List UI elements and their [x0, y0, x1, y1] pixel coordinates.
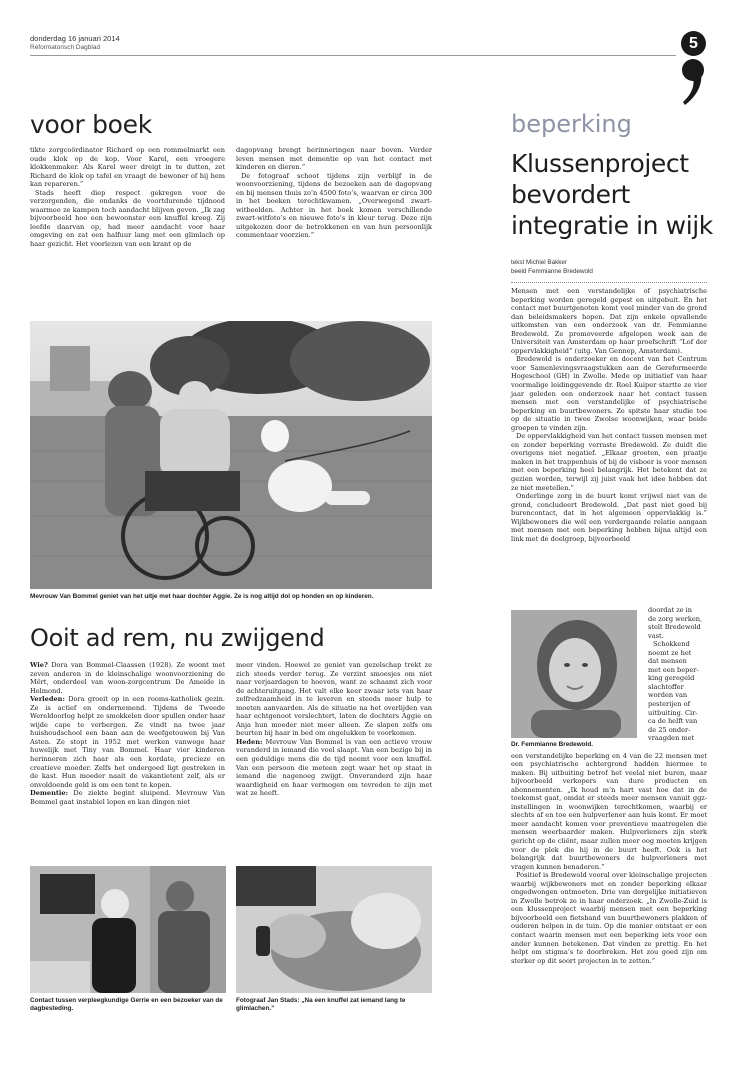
right-para-2: Bredewold is onderzoeker en docent van het Centrum voor Samenlevingsvraagstukken aan de Gereformeerde Hogeschool (GH) in Zwolle. Mede op initiatief van haar voormalige leidinggevende dr. Roel Kuiper startte ze vier jaar geleden een onderzoek naar het contact tussen mensen met een verstandelijke of psychiatrische beperking en buurtbewoners. Ze spitste haar studie toe op de situatie in twee Zwolse woonwijken, waar beide groepen te vinden zijn. [511, 355, 707, 432]
right-headline [511, 148, 721, 241]
narrow-line-11: worden van [648, 691, 688, 700]
right-para-5: een verstandelijke beperking en 4 van de 22 mensen met een psychiatrische achtergrond hadden hiermee te maken. Bij uitbuiting betrof het veelal niet buren, maar bijvoorbeeld verkopers van dure producten en abonnementen. „Ik houd m’n hart vast hoe dat in de toekomst gaat, omdat er steeds meer mensen vanuit ggz-instellingen in woonwijken terechtkomen, waarbij er slechts af en toe een hulpverlener aan huis komt. Er moet meer aandacht komen voor preventieve maatregelen die mensen weerbaarder maken. Hulpverleners zijn sterk gericht op de cliënt, maar zullen meer oog moeten krijgen voor de plek die hij in de buurt heeft. Ook is het belangrijk dat buurtbewoners de hulpverleners met vragen kunnen benaderen.” [511, 751, 707, 871]
page-number-badge [681, 31, 706, 56]
header-publication: Reformatorisch Dagblad [30, 44, 101, 51]
second-story-col2 [236, 661, 432, 798]
left-col1-para-1: tikte zorgcoördinator Richard op een rommelmarkt een oude klok op de kop. Voor Karel, een vroegere klokkenmaker. Als Karel weer dreigt in te dutten, zet Richard de klok op tafel en vraagt de bewoner of hij hem kan repareren.” [30, 146, 225, 189]
byline-text: tekst Michiel Bakker [511, 259, 567, 266]
left-story-col2 [236, 146, 432, 240]
right-kicker: beperking [511, 110, 632, 138]
text-verleden: Dora groeit op in een rooms-katholiek gezin. Ze is actief en ondernemend. Tijdens de Tweede Wereldoorlog helpt ze smokkelen door spullen onder haar wijde cape te verbergen. Ze vindt na twee jaar huishoudschool een baan aan de weefgetouwen bij Van Asten. Ze stopt in 1952 met werken vanwege haar huwelijk met Tiny van Bommel. Haar vier kinderen herinneren zich haar als een kordate, precieze en creatieve moeder. Zelfs het ondergoed ligt gestreken in de kast. Hun moeder naait de vakantietent zelf, als er onvoldoende geld is om een tent te kopen. [30, 695, 225, 789]
second-col1-para-1 [30, 661, 225, 695]
narrow-line-14: ca de helft van [648, 717, 698, 726]
portrait-photo [511, 610, 637, 738]
portrait-caption: Dr. Femmianne Bredewold. [511, 741, 594, 748]
right-headline-line-1: Klussenproject [511, 149, 689, 178]
narrow-line-6: noemt ze het [648, 648, 692, 657]
right-headline-line-3: integratie in wijk [511, 211, 713, 240]
label-verleden: Verleden: [30, 695, 65, 704]
narrow-line-12: pesterijen of [648, 700, 691, 709]
left-col2-para-2: De fotograaf schoot tijdens zijn verblijf in de woonvoorziening, tijdens de bezoeken aan de dagopvang en bij mensen thuis zo’n 4500 foto’s, waarvan er circa 300 in het boeken terechtkwamen. „Overwegend zwart-witbeelden. Achter in het boek komen verschillende zwart-witfoto’s en nieuwe foto’s in kleur terug. Deze zijn uitgekozen door de betrokkenen en van hun persoonlijk commentaar voorzien.” [236, 171, 433, 240]
bottom-photo-left [30, 866, 226, 993]
byline-photo: beeld Femmianne Bredewold [511, 268, 593, 275]
second-col1-para-2 [30, 695, 225, 789]
left-col1-para-2: Stads heeft diep respect gekregen voor de verzorgenden, die ondanks de voortdurende tijdnood waarmee ze kampen toch aandacht blijven geven. „Ik zag bijvoorbeeld hoe een bewoonster een knuffel kreeg. Zij leefde daarvan op, had meer aandacht voor haar omgeving en zat een halfuur lang met een glimlach op haar gezicht. Het voorlezen van een krant op de [30, 188, 225, 249]
narrow-line-10: slachtoffer [648, 682, 684, 691]
label-heden: Heden: [236, 737, 263, 746]
narrow-line-8: met een beper- [648, 665, 699, 674]
label-dementie: Dementie: [30, 789, 69, 798]
narrow-line-3: stelt Bredewold [648, 623, 701, 632]
main-photo-caption: Mevrouw Van Bommel geniet van het uitje met haar dochter Aggie. Ze is nog altijd dol op honden en op kinderen. [30, 593, 374, 600]
text-vervolg: meer vinden. Hoewel ze geniet van gezelschap trekt ze zich steeds verder terug. Ze verzint smoesjes om niet naar verjaardagen te hoeven, want ze schaamt zich voor de achteruitgang. Het valt elke keer zwaar iets van haar zelfredzaamheid in te leveren en steeds meer hulp te moeten aanvaarden. Als de situatie na het overlijden van haar echtgenoot verslechtert, laten de dochters Aggie en Anja hun moeder niet meer alleen. Ze slapen zelfs om beurten bij haar in bed om ongelukken te voorkomen. [236, 661, 432, 738]
text-heden: Mevrouw Van Bommel is van een actieve vrouw veranderd in iemand die veel slaapt. Van een bezige bij in een geduldige mens die de tijd neemt voor een knuffel. Van een persoon die meteen zegt waar het op staat in iemand die nagenoeg zwijgt. Onveranderd zijn haar waardigheid en haar vermogen om tevreden te zijn met wat ze heeft. [236, 737, 432, 798]
label-wie: Wie? [30, 661, 48, 669]
narrow-line-2: de zorg werken, [648, 614, 703, 623]
left-story-col1 [30, 146, 225, 249]
header-rule [30, 55, 676, 56]
right-narrow-column [648, 606, 708, 743]
right-headline-line-2: bevordert [511, 180, 630, 209]
second-headline: Ooit ad rem, nu zwijgend [30, 624, 325, 652]
bottom-photo-right [236, 866, 432, 993]
narrow-line-1: doordat ze in [648, 606, 693, 614]
right-para-4: Onderlinge zorg in de buurt komt vrijwel niet van de grond, concludeert Bredewold. „Dat past niet goed bij burencontact, dat in het algemeen oppervlakkig is.” Wijkbewoners die wél een verdergaande relatie aangaan met mensen met een beperking hebben bijna altijd een link met de doelgroep, bijvoorbeeld [511, 492, 707, 543]
narrow-line-7: dat mensen [648, 657, 687, 666]
page-number: 5 [689, 35, 698, 52]
comma-ornament [679, 58, 709, 108]
narrow-line-13: uitbuiting. Cir- [648, 708, 698, 717]
bottom-photo-left-caption: Contact tussen verpleegkundige Gerrie en een bezoeker van de dagbesteding. [30, 997, 223, 1012]
header-date: donderdag 16 januari 2014 [30, 34, 120, 43]
narrow-line-9: king geregeld [648, 674, 695, 683]
narrow-line-4: vast. [648, 631, 664, 640]
right-story-top [511, 287, 707, 543]
second-col2-para-1 [236, 661, 432, 738]
narrow-line-16: vraagden met [648, 734, 695, 743]
right-para-1: Mensen met een verstandelijke of psychiatrische beperking worden geregeld gepest en uitgebuit. En het contact met buurtgenoten komt veel minder van de grond dan beleidsmakers hopen. Dat zijn enkele opvallende uitkomsten van een onderzoek van dr. Femmianne Bredewold. Ze promoveerde afgelopen week aan de Universiteit van Amsterdam op haar proefschrift “Lof der oppervlakkigheid” (uitg. Van Gennep, Amsterdam). [511, 287, 707, 355]
right-byline [511, 258, 593, 276]
left-col2-para-1: dagopvang brengt herinneringen naar boven. Verder leven mensen met dementie op van het contact met kinderen en dieren.” [236, 146, 432, 172]
text-dementie: De ziekte begint sluipend. Mevrouw Van Bommel gaat instabiel lopen en kan dingen niet [30, 789, 225, 806]
narrow-line-15: de 25 onder- [648, 725, 691, 734]
right-dotted-rule [511, 282, 707, 283]
right-para-6: Positief is Bredewold vooral over kleinschalige projecten waarbij wijkbewoners met en zonder beperking elkaar ongedwongen ontmoeten. Drie van dergelijke initiatieven in Zwolle betrok ze in haar onderzoek. „In Zwolle-Zuid is een klussenproject waarbij mensen met een beperking bijvoorbeeld een fietsband van buurtbewoners plakken of ouderen helpen in de tuin. Op die manier ontstaat er een contact waarin mensen met een beperking iets voor een ander kunnen betekenen. Dat vinden ze prettig. En het helpt om stigma’s te doorbreken. Het zou goed zijn om sterker op dit soort projecten in te zetten.” [511, 871, 707, 965]
second-col1-para-3 [30, 789, 225, 806]
bottom-photo-right-caption: Fotograaf Jan Stads: „Na een knuffel zat iemand lang te glimlachen.” [236, 997, 406, 1012]
second-story-col1 [30, 661, 225, 806]
second-col2-para-2 [236, 738, 432, 798]
main-photo [30, 321, 432, 589]
right-para-3: De oppervlakkigheid van het contact tussen mensen met en zonder beperking verraste Bredewold. Ze duidt die overigens niet negatief. „Elkaar groeten, een praatje maken in het trappenhuis of bij de visboer is voor mensen met een beperking heel belangrijk. Het betekent dat ze gezien worden, terwijl zij juist vaak het idee hebben dat ze niet meetellen.” [511, 432, 707, 492]
left-headline: voor boek [30, 110, 152, 139]
narrow-line-5: Schokkend [653, 640, 690, 649]
right-story-bottom [511, 743, 707, 965]
text-wie: Dora van Bommel-Claassen (1928). Ze woont met zeven anderen in de kleinschalige woonvoorziening de Mêrt, onderdeel van woon-zorgcentrum De Ameide in Helmond. [30, 661, 225, 695]
